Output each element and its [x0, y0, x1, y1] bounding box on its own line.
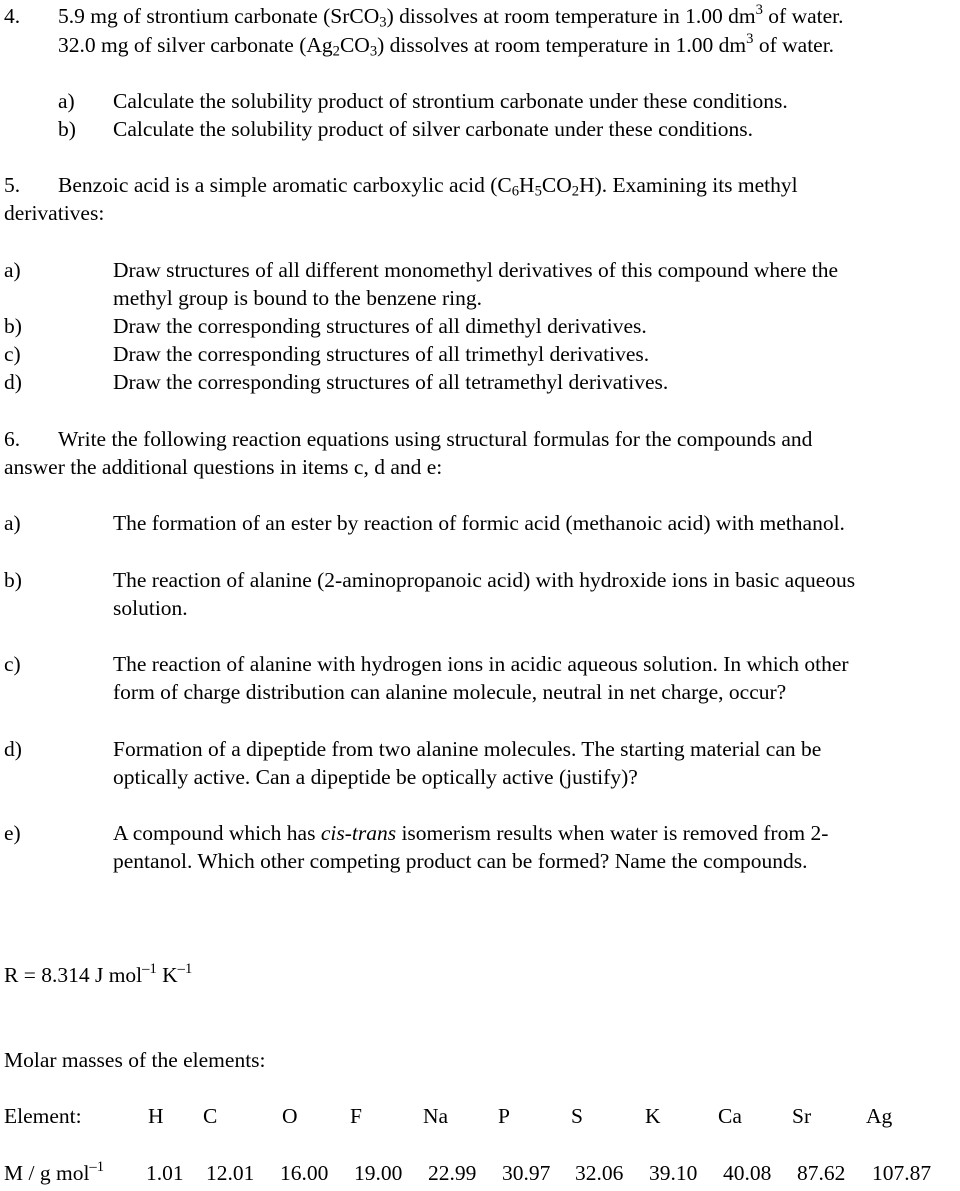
item-text: Calculate the solubility product of silver carbonate under these conditions.: [113, 117, 754, 141]
element-header: Element:: [4, 1104, 82, 1128]
question-5-line-1: Benzoic acid is a simple aromatic carboxylic acid $(C_6H_5CO_2H)$. Examining its methyl: [58, 173, 798, 200]
element-cell: H: [148, 1104, 164, 1128]
element-cell: K: [645, 1104, 661, 1128]
mass-cell: 12.01: [206, 1161, 255, 1185]
element-cell: S: [571, 1104, 583, 1128]
item-text: The formation of an ester by reaction of formic acid (methanoic acid) with methanol.: [113, 511, 845, 535]
element-cell: F: [350, 1104, 362, 1128]
item-text: pentanol. Which other competing product can be formed? Name the compounds.: [113, 849, 808, 873]
question-number: 5.: [4, 173, 21, 197]
item-label: d): [4, 370, 22, 394]
question-6-line-2: answer the additional questions in items c, d and e:: [4, 455, 443, 479]
mass-cell: 1.01: [146, 1161, 184, 1185]
item-text: The reaction of alanine with hydrogen ions in acidic aqueous solution. In which other: [113, 652, 849, 676]
mass-cell: 22.99: [428, 1161, 477, 1185]
question-6-line-1: Write the following reaction equations using structural formulas for the compounds and: [58, 427, 813, 451]
mass-cell: 40.08: [723, 1161, 772, 1185]
element-cell: Ca: [718, 1104, 742, 1128]
question-4-line-2: 32.0 mg of silver carbonate $(Ag_2CO_3)$ dissolves at room temperature in 1.00 $dm^3$ of water.: [58, 31, 835, 60]
item-label: b): [4, 568, 22, 592]
question-5-line-2: derivatives:: [4, 201, 105, 225]
item-text: The reaction of alanine (2-aminopropanoic acid) with hydroxide ions in basic aqueous: [113, 568, 856, 592]
question-4-line-1: 5.9 mg of strontium carbonate (SrCO$_3$) dissolves at room temperature in 1.00 $dm^3$ of water.: [58, 2, 844, 31]
item-label: a): [4, 511, 21, 535]
element-cell: O: [282, 1104, 298, 1128]
question-number: 4.: [4, 4, 21, 28]
item-text: Draw the corresponding structures of all dimethyl derivatives.: [113, 314, 647, 338]
mass-cell: 39.10: [649, 1161, 698, 1185]
item-text: Draw the corresponding structures of all trimethyl derivatives.: [113, 342, 650, 366]
item-text: Calculate the solubility product of strontium carbonate under these conditions.: [113, 89, 788, 113]
item-text: methyl group is bound to the benzene ring.: [113, 286, 483, 310]
item-label: c): [4, 652, 21, 676]
item-label: a): [58, 89, 75, 113]
mass-header: M / g mol$^{-1}$: [4, 1159, 105, 1185]
gas-constant: R = 8.314 J mol$^{-1}$ $K^{-1}$: [4, 961, 193, 987]
element-cell: Sr: [792, 1104, 812, 1128]
question-number: 6.: [4, 427, 21, 451]
item-text: solution.: [113, 596, 188, 620]
item-text: Draw structures of all different monomethyl derivatives of this compound where the: [113, 258, 839, 282]
mass-cell: 16.00: [280, 1161, 329, 1185]
element-cell: C: [203, 1104, 218, 1128]
element-cell: Na: [423, 1104, 449, 1128]
mass-cell: 107.87: [872, 1161, 932, 1185]
element-cell: P: [498, 1104, 510, 1128]
item-text: A compound which has cis-trans isomerism results when water is removed from 2-: [113, 821, 829, 845]
item-label: b): [4, 314, 22, 338]
mass-cell: 30.97: [502, 1161, 551, 1185]
item-text: Formation of a dipeptide from two alanine molecules. The starting material can be: [113, 737, 822, 761]
item-label: b): [58, 117, 76, 141]
element-cell: Ag: [866, 1104, 893, 1128]
item-label: d): [4, 737, 22, 761]
item-label: c): [4, 342, 21, 366]
mass-cell: 87.62: [797, 1161, 846, 1185]
item-text: Draw the corresponding structures of all tetramethyl derivatives.: [113, 370, 669, 394]
item-label: a): [4, 258, 21, 282]
item-text: optically active. Can a dipeptide be optically active (justify)?: [113, 765, 638, 789]
mass-cell: 32.06: [575, 1161, 624, 1185]
item-label: e): [4, 821, 21, 845]
mass-cell: 19.00: [354, 1161, 403, 1185]
item-text: form of charge distribution can alanine molecule, neutral in net charge, occur?: [113, 680, 787, 704]
molar-masses-title: Molar masses of the elements:: [4, 1048, 266, 1072]
